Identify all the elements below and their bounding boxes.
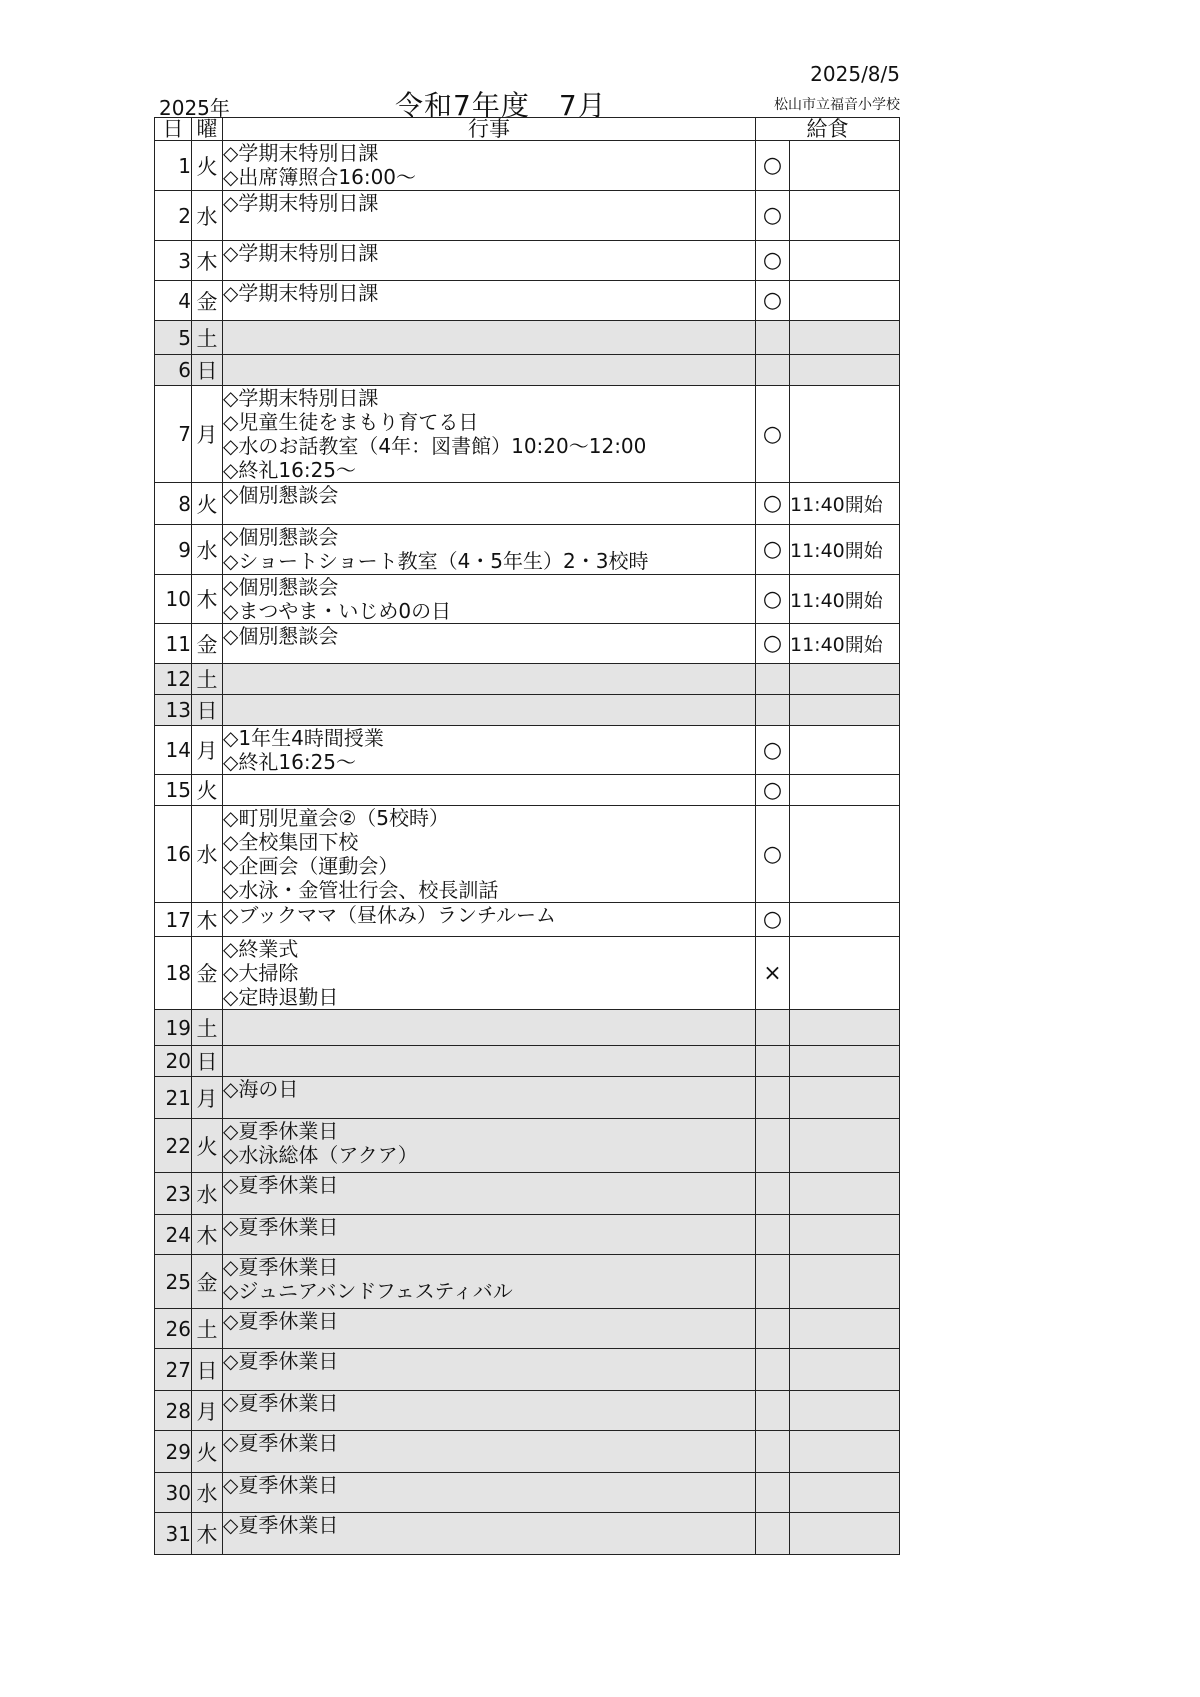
events-cell <box>223 355 756 386</box>
lunch-note-cell <box>790 386 900 483</box>
events-cell <box>223 806 756 903</box>
weekday-cell: 月 <box>192 1077 223 1119</box>
lunch-mark-cell <box>756 1473 790 1513</box>
weekday-cell: 日 <box>192 1349 223 1391</box>
lunch-note-cell <box>790 191 900 241</box>
table-row <box>155 191 900 241</box>
school-name: 松山市立福音小学校 <box>774 97 900 113</box>
weekday-cell: 金 <box>192 281 223 321</box>
day-cell: 8 <box>155 483 192 525</box>
weekday-cell: 木 <box>192 903 223 937</box>
lunch-mark-cell: ○ <box>756 775 790 806</box>
weekday-cell: 土 <box>192 1010 223 1046</box>
weekday-cell: 水 <box>192 525 223 575</box>
weekday-cell: 火 <box>192 1431 223 1473</box>
events-cell <box>223 1255 756 1309</box>
calendar-table <box>154 117 900 1555</box>
table-row <box>155 1215 900 1255</box>
events-cell <box>223 191 756 241</box>
lunch-mark-cell <box>756 1431 790 1473</box>
events-cell <box>223 141 756 191</box>
event-item: ◇企画会（運動会） <box>223 854 399 878</box>
lunch-note-cell <box>790 241 900 281</box>
lunch-mark-cell: ○ <box>756 726 790 775</box>
event-item: ◇海の日 <box>223 1077 299 1101</box>
weekday-cell: 土 <box>192 321 223 355</box>
lunch-mark-cell <box>756 664 790 695</box>
day-cell: 2 <box>155 191 192 241</box>
lunch-mark-cell: ○ <box>756 191 790 241</box>
lunch-note-cell <box>790 321 900 355</box>
event-item: ◇学期末特別日課 <box>223 141 379 165</box>
lunch-mark-cell: ○ <box>756 483 790 525</box>
events-cell <box>223 1173 756 1215</box>
table-row <box>155 1010 900 1046</box>
lunch-note-cell: 11:40開始 <box>790 525 900 575</box>
event-item: ◇定時退勤日 <box>223 985 339 1009</box>
event-item: ◇出席簿照合16:00～ <box>223 165 417 189</box>
event-item: ◇個別懇談会 <box>223 525 339 549</box>
lunch-mark-cell <box>756 355 790 386</box>
day-cell: 1 <box>155 141 192 191</box>
lunch-mark-cell <box>756 1010 790 1046</box>
lunch-note-cell <box>790 695 900 726</box>
table-row <box>155 281 900 321</box>
event-item: ◇夏季休業日 <box>223 1473 339 1497</box>
lunch-note-cell <box>790 937 900 1010</box>
events-cell <box>223 695 756 726</box>
events-cell <box>223 575 756 624</box>
events-cell <box>223 525 756 575</box>
events-cell <box>223 903 756 937</box>
event-item: ◇学期末特別日課 <box>223 281 379 305</box>
events-cell <box>223 937 756 1010</box>
lunch-note-cell <box>790 726 900 775</box>
weekday-cell: 火 <box>192 775 223 806</box>
table-row <box>155 575 900 624</box>
event-item: ◇水のお話教室（4年：図書館）10:20～12:00 <box>223 434 647 458</box>
lunch-note-cell <box>790 806 900 903</box>
calendar-body <box>155 141 900 1555</box>
event-item: ◇夏季休業日 <box>223 1513 339 1537</box>
lunch-note-cell <box>790 141 900 191</box>
lunch-note-cell <box>790 1046 900 1077</box>
day-cell: 17 <box>155 903 192 937</box>
day-cell: 30 <box>155 1473 192 1513</box>
events-cell <box>223 483 756 525</box>
table-row <box>155 1255 900 1309</box>
event-item: ◇夏季休業日 <box>223 1349 339 1373</box>
lunch-mark-cell: ○ <box>756 806 790 903</box>
events-cell <box>223 241 756 281</box>
table-row <box>155 321 900 355</box>
event-item: ◇児童生徒をまもり育てる日 <box>223 410 479 434</box>
events-cell <box>223 281 756 321</box>
weekday-cell: 水 <box>192 1473 223 1513</box>
lunch-note-cell <box>790 1349 900 1391</box>
lunch-note-cell <box>790 1391 900 1431</box>
lunch-mark-cell: ○ <box>756 624 790 664</box>
table-row <box>155 726 900 775</box>
day-cell: 23 <box>155 1173 192 1215</box>
table-row <box>155 1309 900 1349</box>
events-cell <box>223 1473 756 1513</box>
col-header-lunch: 給食 <box>756 118 900 141</box>
day-cell: 28 <box>155 1391 192 1431</box>
event-item: ◇夏季休業日 <box>223 1173 339 1197</box>
page-title: 令和7年度 7月 <box>395 89 607 122</box>
event-item: ◇まつやま・いじめ0の日 <box>223 599 452 623</box>
weekday-cell: 金 <box>192 1255 223 1309</box>
table-row <box>155 806 900 903</box>
lunch-mark-cell <box>756 1349 790 1391</box>
table-row <box>155 695 900 726</box>
col-header-day: 日 <box>155 118 192 141</box>
event-item: ◇学期末特別日課 <box>223 386 379 410</box>
lunch-mark-cell: ○ <box>756 281 790 321</box>
weekday-cell: 木 <box>192 1215 223 1255</box>
col-header-events: 行事 <box>223 118 756 141</box>
table-row <box>155 241 900 281</box>
lunch-note-cell <box>790 1173 900 1215</box>
event-item: ◇水泳・金管壮行会、校長訓話 <box>223 878 499 902</box>
day-cell: 16 <box>155 806 192 903</box>
lunch-note-cell: 11:40開始 <box>790 483 900 525</box>
event-item: ◇個別懇談会 <box>223 483 339 507</box>
day-cell: 5 <box>155 321 192 355</box>
table-row <box>155 355 900 386</box>
table-row <box>155 775 900 806</box>
lunch-mark-cell <box>756 1255 790 1309</box>
weekday-cell: 月 <box>192 386 223 483</box>
lunch-note-cell <box>790 775 900 806</box>
table-row <box>155 1173 900 1215</box>
lunch-note-cell <box>790 1513 900 1555</box>
event-item: ◇ジュニアバンドフェスティバル <box>223 1279 513 1303</box>
events-cell <box>223 775 756 806</box>
events-cell <box>223 624 756 664</box>
event-item: ◇学期末特別日課 <box>223 241 379 265</box>
events-cell <box>223 386 756 483</box>
lunch-mark-cell: ○ <box>756 141 790 191</box>
lunch-note-cell <box>790 1215 900 1255</box>
table-row <box>155 664 900 695</box>
event-item: ◇終礼16:25～ <box>223 750 357 774</box>
lunch-note-cell <box>790 1309 900 1349</box>
event-item: ◇終業式 <box>223 937 299 961</box>
lunch-note-cell <box>790 1077 900 1119</box>
events-cell <box>223 1391 756 1431</box>
lunch-note-cell <box>790 664 900 695</box>
lunch-mark-cell: × <box>756 937 790 1010</box>
event-item: ◇大掃除 <box>223 961 299 985</box>
event-item: ◇夏季休業日 <box>223 1215 339 1239</box>
lunch-mark-cell <box>756 695 790 726</box>
day-cell: 24 <box>155 1215 192 1255</box>
weekday-cell: 火 <box>192 483 223 525</box>
event-item: ◇町別児童会②（5校時） <box>223 806 450 830</box>
weekday-cell: 土 <box>192 1309 223 1349</box>
table-row <box>155 624 900 664</box>
event-item: ◇水泳総体（アクア） <box>223 1143 418 1167</box>
table-row <box>155 937 900 1010</box>
events-cell <box>223 664 756 695</box>
day-cell: 13 <box>155 695 192 726</box>
weekday-cell: 土 <box>192 664 223 695</box>
event-item: ◇終礼16:25～ <box>223 458 357 482</box>
events-cell <box>223 321 756 355</box>
day-cell: 6 <box>155 355 192 386</box>
table-row <box>155 1431 900 1473</box>
lunch-note-cell <box>790 355 900 386</box>
table-row <box>155 1119 900 1173</box>
weekday-cell: 日 <box>192 355 223 386</box>
lunch-mark-cell: ○ <box>756 903 790 937</box>
events-cell <box>223 1431 756 1473</box>
lunch-note-cell: 11:40開始 <box>790 575 900 624</box>
events-cell <box>223 1215 756 1255</box>
events-cell <box>223 1077 756 1119</box>
year-label: 2025年 <box>159 96 230 120</box>
day-cell: 26 <box>155 1309 192 1349</box>
day-cell: 19 <box>155 1010 192 1046</box>
weekday-cell: 水 <box>192 191 223 241</box>
day-cell: 15 <box>155 775 192 806</box>
table-row <box>155 1349 900 1391</box>
day-cell: 27 <box>155 1349 192 1391</box>
events-cell <box>223 1349 756 1391</box>
lunch-mark-cell <box>756 1173 790 1215</box>
lunch-mark-cell: ○ <box>756 525 790 575</box>
events-cell <box>223 1119 756 1173</box>
col-header-weekday: 曜 <box>192 118 223 141</box>
weekday-cell: 水 <box>192 806 223 903</box>
lunch-mark-cell <box>756 321 790 355</box>
lunch-mark-cell <box>756 1077 790 1119</box>
lunch-note-cell <box>790 1119 900 1173</box>
event-item: ◇夏季休業日 <box>223 1255 339 1279</box>
print-date: 2025/8/5 <box>810 62 900 86</box>
weekday-cell: 日 <box>192 695 223 726</box>
events-cell <box>223 726 756 775</box>
lunch-mark-cell <box>756 1309 790 1349</box>
table-row <box>155 1077 900 1119</box>
event-item: ◇夏季休業日 <box>223 1431 339 1455</box>
event-item: ◇ブックママ（昼休み）ランチルーム <box>223 903 556 927</box>
table-row <box>155 525 900 575</box>
events-cell <box>223 1010 756 1046</box>
day-cell: 31 <box>155 1513 192 1555</box>
table-row <box>155 1391 900 1431</box>
events-cell <box>223 1513 756 1555</box>
lunch-note-cell <box>790 903 900 937</box>
lunch-mark-cell: ○ <box>756 386 790 483</box>
table-row <box>155 386 900 483</box>
event-item: ◇全校集団下校 <box>223 830 359 854</box>
weekday-cell: 木 <box>192 241 223 281</box>
weekday-cell: 金 <box>192 624 223 664</box>
day-cell: 29 <box>155 1431 192 1473</box>
day-cell: 21 <box>155 1077 192 1119</box>
lunch-mark-cell <box>756 1215 790 1255</box>
lunch-mark-cell <box>756 1391 790 1431</box>
day-cell: 4 <box>155 281 192 321</box>
lunch-note-cell <box>790 1010 900 1046</box>
day-cell: 22 <box>155 1119 192 1173</box>
weekday-cell: 水 <box>192 1173 223 1215</box>
weekday-cell: 月 <box>192 726 223 775</box>
table-row <box>155 141 900 191</box>
day-cell: 9 <box>155 525 192 575</box>
weekday-cell: 木 <box>192 1513 223 1555</box>
lunch-mark-cell <box>756 1119 790 1173</box>
table-row <box>155 1473 900 1513</box>
events-cell <box>223 1309 756 1349</box>
day-cell: 3 <box>155 241 192 281</box>
weekday-cell: 日 <box>192 1046 223 1077</box>
day-cell: 20 <box>155 1046 192 1077</box>
day-cell: 7 <box>155 386 192 483</box>
events-cell <box>223 1046 756 1077</box>
day-cell: 25 <box>155 1255 192 1309</box>
table-row <box>155 483 900 525</box>
weekday-cell: 火 <box>192 1119 223 1173</box>
lunch-note-cell: 11:40開始 <box>790 624 900 664</box>
lunch-note-cell <box>790 1255 900 1309</box>
day-cell: 12 <box>155 664 192 695</box>
lunch-note-cell <box>790 281 900 321</box>
weekday-cell: 木 <box>192 575 223 624</box>
event-item: ◇夏季休業日 <box>223 1119 339 1143</box>
lunch-mark-cell: ○ <box>756 241 790 281</box>
event-item: ◇夏季休業日 <box>223 1309 339 1333</box>
day-cell: 18 <box>155 937 192 1010</box>
event-item: ◇ショートショート教室（4・5年生）2・3校時 <box>223 549 649 573</box>
lunch-note-cell <box>790 1431 900 1473</box>
weekday-cell: 金 <box>192 937 223 1010</box>
lunch-mark-cell <box>756 1513 790 1555</box>
event-item: ◇学期末特別日課 <box>223 191 379 215</box>
weekday-cell: 月 <box>192 1391 223 1431</box>
lunch-note-cell <box>790 1473 900 1513</box>
lunch-mark-cell <box>756 1046 790 1077</box>
table-row <box>155 1513 900 1555</box>
day-cell: 10 <box>155 575 192 624</box>
table-row <box>155 1046 900 1077</box>
event-item: ◇個別懇談会 <box>223 624 339 648</box>
header-row <box>155 118 900 141</box>
weekday-cell: 火 <box>192 141 223 191</box>
table-row <box>155 903 900 937</box>
day-cell: 11 <box>155 624 192 664</box>
event-item: ◇夏季休業日 <box>223 1391 339 1415</box>
lunch-mark-cell: ○ <box>756 575 790 624</box>
event-item: ◇個別懇談会 <box>223 575 339 599</box>
day-cell: 14 <box>155 726 192 775</box>
event-item: ◇1年生4時間授業 <box>223 726 384 750</box>
